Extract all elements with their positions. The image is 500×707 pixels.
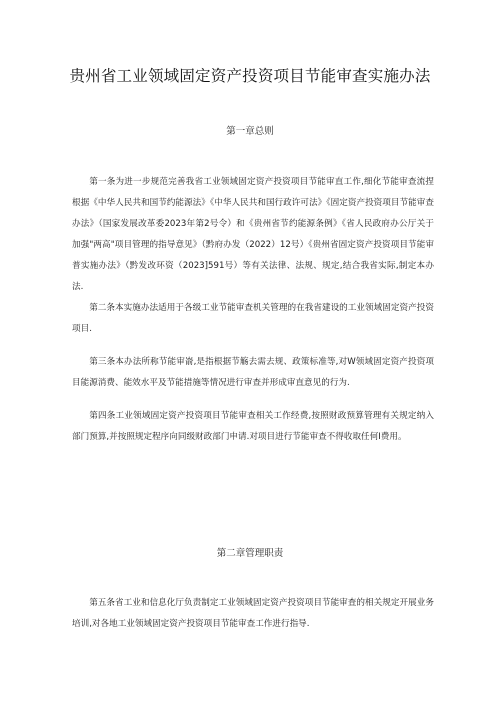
article-1: 第一条为进一步规范完善我省工业领域固定资产投资项目节能审直工作,细化节能审查流捏根据《中华人民共和国节约能源法》《中华人民共和国行政许可法》《固定资产投资项目节能审查办法》（国家发展改革委2023年第2号令）和《贵州省节约能源条例》《省人民政府办公厅关于加强"两高"项目管理的指导意见》（黔府办发（2022）12号）《贵州省固定资产投资项目节能审普实施办法》（黔发改环资（2023]591号）等有关法律、法规、规定,结合我省实际,制定本办法. xyxy=(72,177,434,292)
article-3: 第三条本办法所称节能审嵛,是指根据节觞去需去规、政策标准等,对W领域固定资产投资项目能源消费、能效水平及节能措施等情况进行审查并形成审直意见的行为. xyxy=(72,357,434,388)
article-4: 第四条工业领域固定资产投资项目节能审查相关工作经费,按照财政预算管理有关规定纳入部门预算,并按照规定程序向同级财政部门申请.对项目进行节能审查不得收取任何I费用。 xyxy=(72,411,434,442)
chapter-1-heading: 第一章总则 xyxy=(226,126,274,137)
article-5: 第五条省工业和信息化厅负责制定工业领域固定资产投资项目节能审査的相关规定开展业务培训,对各地工业领域固定资产投资项目节能审查工作进行指导. xyxy=(72,598,434,629)
article-2: 第二条本实施办法适用于各级工业节能审查机关管理的在我省建设的工业领域固定资产投资项目. xyxy=(72,303,434,334)
document-title: 贵州省工业领域固定资产投资项目节能审查实施办法 xyxy=(69,67,431,85)
chapter-2-heading: 第二章管理职责 xyxy=(216,548,284,559)
